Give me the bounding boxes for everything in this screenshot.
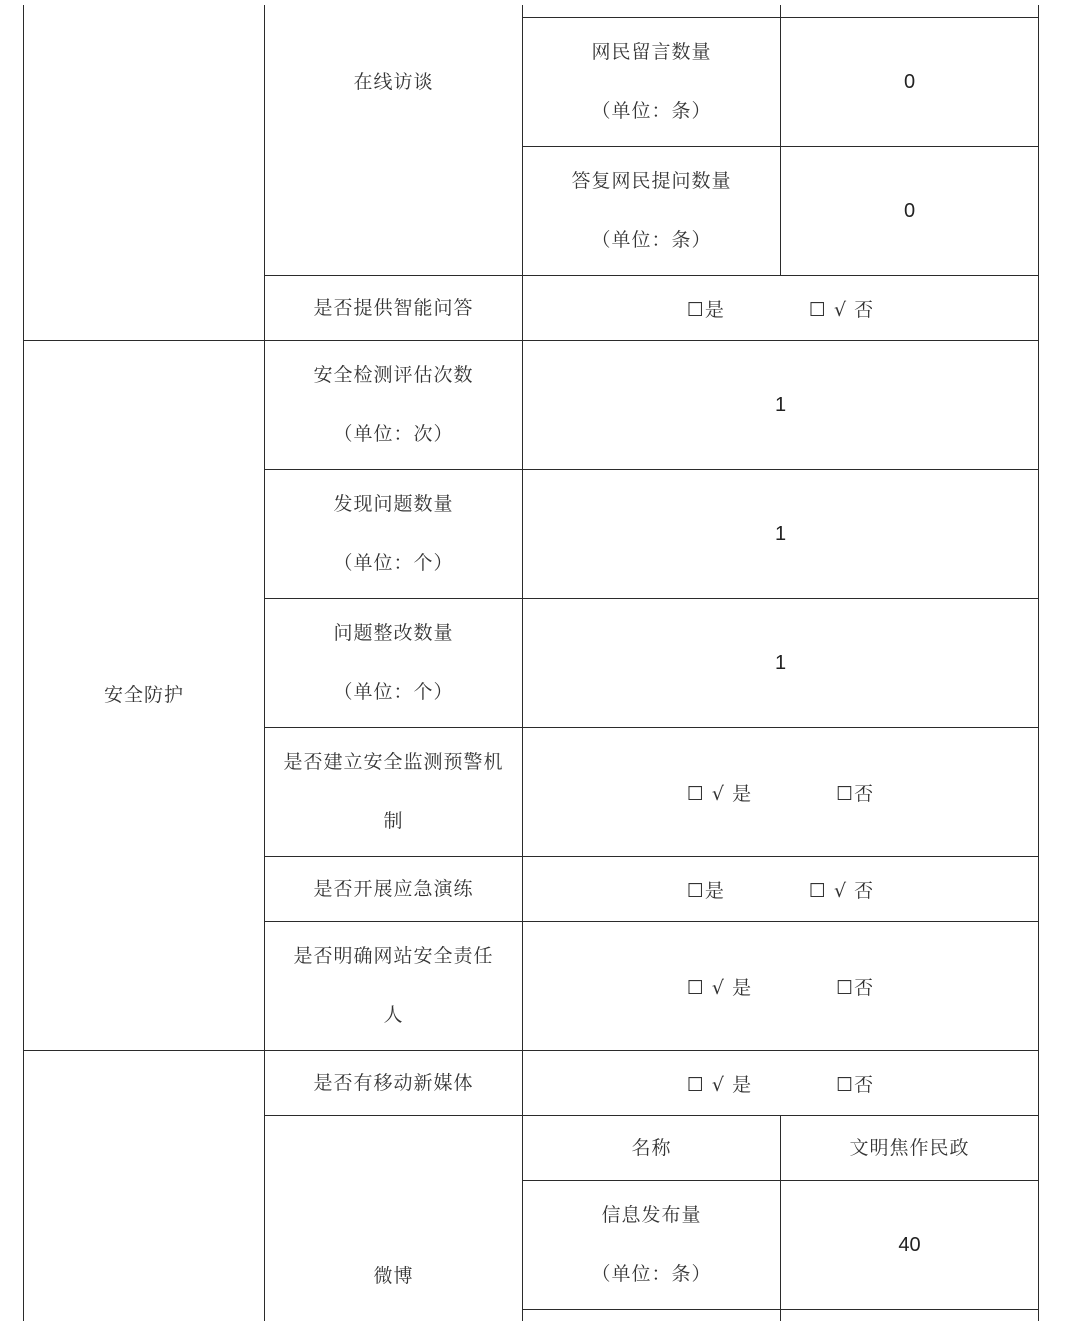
owner-label: 是否明确网站安全责任 [293, 945, 494, 967]
issues-found-unit: （单位：个） [333, 552, 454, 574]
issues-fixed-value: 1 [774, 651, 787, 674]
weibo-name-value-cell [781, 1116, 1038, 1180]
issues-found-value: 1 [774, 522, 787, 545]
issues-found-label-cell [265, 470, 522, 598]
smart-qa-label: 是否提供智能问答 [313, 296, 474, 319]
issues-found-value-cell [523, 470, 1038, 598]
warning-mech-label-cell [265, 728, 522, 856]
checks-unit: （单位：次） [333, 423, 454, 445]
warning-mech-label: 是否建立安全监测预警机 [283, 751, 504, 773]
replies-value: 0 [903, 199, 916, 222]
warning-mech-options [523, 728, 1038, 856]
owner-yes-checkbox[interactable]: ☐ √ 是 [686, 976, 753, 999]
netizen-msgs-unit: （单位：条） [591, 100, 712, 122]
drill-label: 是否开展应急演练 [313, 877, 474, 900]
has-media-yes-checkbox[interactable]: ☐ √ 是 [686, 1073, 753, 1096]
owner-no-checkbox[interactable]: ☐否 [836, 976, 875, 999]
smart-qa-label-cell [265, 276, 522, 340]
issues-fixed-unit: （单位：个） [333, 681, 454, 703]
online-interview-label-cell [265, 5, 522, 160]
smart-qa-yes-checkbox[interactable]: ☐是 [686, 298, 725, 321]
issues-found-label: 发现问题数量 [333, 493, 454, 515]
drill-label-cell [265, 857, 522, 921]
replies-label-cell [523, 147, 780, 275]
issues-fixed-value-cell [523, 599, 1038, 727]
netizen-msgs-label: 网民留言数量 [591, 41, 712, 63]
smart-qa-options [523, 276, 1038, 340]
checks-value-cell [523, 341, 1038, 469]
weibo-posts-unit: （单位：条） [591, 1263, 712, 1285]
owner-options [523, 922, 1038, 1050]
netizen-msgs-label-cell [523, 18, 780, 146]
weibo-posts-value: 40 [898, 1233, 921, 1256]
checks-label: 安全检测评估次数 [313, 364, 474, 386]
weibo-name-value: 文明焦作民政 [849, 1136, 970, 1159]
checks-value: 1 [774, 393, 787, 416]
owner-label-cont: 人 [383, 1004, 404, 1026]
replies-label: 答复网民提问数量 [571, 170, 732, 192]
has-media-options [523, 1051, 1038, 1115]
warning-mech-yes-checkbox[interactable]: ☐ √ 是 [686, 782, 753, 805]
online-interview-label: 在线访谈 [353, 71, 434, 93]
weibo-label: 微博 [373, 1264, 414, 1287]
warning-mech-label-cont: 制 [383, 810, 404, 832]
weibo-posts-label: 信息发布量 [601, 1204, 702, 1226]
drill-no-checkbox[interactable]: ☐ √ 否 [808, 879, 875, 902]
checks-label-cell [265, 341, 522, 469]
weibo-label-cell [265, 1232, 522, 1320]
netizen-msgs-value-cell [781, 18, 1038, 146]
weibo-name-label-cell [523, 1116, 780, 1180]
weibo-posts-value-cell [781, 1181, 1038, 1309]
weibo-name-label: 名称 [631, 1136, 672, 1159]
security-label: 安全防护 [103, 684, 184, 706]
replies-value-cell [781, 147, 1038, 275]
warning-mech-no-checkbox[interactable]: ☐否 [836, 782, 875, 805]
netizen-msgs-value: 0 [903, 70, 916, 93]
replies-unit: （单位：条） [591, 229, 712, 251]
issues-fixed-label-cell [265, 599, 522, 727]
owner-label-cell [265, 922, 522, 1050]
has-media-label: 是否有移动新媒体 [313, 1071, 474, 1094]
security-label-cell [24, 341, 264, 1050]
has-media-no-checkbox[interactable]: ☐否 [836, 1073, 875, 1096]
has-media-label-cell [265, 1051, 522, 1115]
drill-yes-checkbox[interactable]: ☐是 [686, 879, 725, 902]
weibo-posts-label-cell [523, 1181, 780, 1309]
drill-options [523, 857, 1038, 921]
smart-qa-no-checkbox[interactable]: ☐ √ 否 [808, 298, 875, 321]
issues-fixed-label: 问题整改数量 [333, 622, 454, 644]
